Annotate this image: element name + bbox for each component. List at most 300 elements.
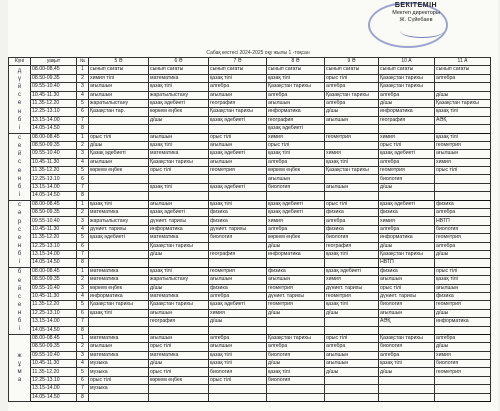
subject-cell bbox=[325, 376, 379, 384]
day-label bbox=[9, 66, 31, 133]
subject-cell bbox=[325, 318, 379, 326]
subject-cell: геометрия bbox=[435, 234, 491, 242]
schedule-title: Сабақ кестесі 2024-2025 оқу жылы 1 -тоқсан bbox=[206, 50, 310, 56]
subject-cell: жаратылыстану bbox=[89, 99, 149, 107]
lesson-number-cell: 5 bbox=[77, 368, 89, 376]
subject-cell: физика bbox=[379, 209, 435, 217]
subject-cell: қазақ тілі bbox=[267, 368, 325, 376]
subject-cell: қазақ тілі bbox=[435, 276, 491, 284]
subject-cell: д/шы bbox=[435, 309, 491, 317]
subject-cell bbox=[89, 116, 149, 124]
subject-cell bbox=[209, 242, 267, 250]
day-letter: ә bbox=[17, 210, 22, 217]
lesson-number-cell: 2 bbox=[77, 209, 89, 217]
subject-cell: ағылшын bbox=[325, 360, 379, 368]
subject-cell: физика bbox=[435, 292, 491, 300]
subject-cell bbox=[325, 259, 379, 267]
time-cell: 13.15-14.00 bbox=[31, 318, 77, 326]
day-letter: ұ bbox=[18, 360, 21, 367]
subject-cell: д/шы bbox=[379, 368, 435, 376]
subject-cell: физика bbox=[379, 267, 435, 275]
subject-cell: алгебра bbox=[325, 83, 379, 91]
day-letter: й bbox=[17, 151, 22, 158]
day-letter: н bbox=[17, 309, 22, 316]
subject-cell: д/шы bbox=[325, 368, 379, 376]
table-row bbox=[9, 276, 491, 284]
day-letter: н bbox=[17, 242, 22, 249]
table-row bbox=[9, 225, 491, 233]
lesson-number-cell: 8 bbox=[77, 259, 89, 267]
subject-cell bbox=[267, 326, 325, 334]
subject-cell: жаратылыстану bbox=[149, 91, 209, 99]
subject-cell bbox=[89, 125, 149, 133]
lesson-number-cell: 2 bbox=[77, 343, 89, 351]
time-cell: 08.00-08.45 bbox=[31, 200, 77, 208]
subject-cell: қазақ тілі bbox=[435, 133, 491, 141]
subject-cell: сынып сағаты bbox=[89, 66, 149, 74]
lesson-number-cell: 1 bbox=[77, 267, 89, 275]
subject-cell bbox=[379, 393, 435, 401]
subject-cell bbox=[435, 183, 491, 191]
subject-cell: қазақ әдебиеті bbox=[209, 116, 267, 124]
subject-cell: геометрия bbox=[267, 284, 325, 292]
subject-cell bbox=[325, 141, 379, 149]
subject-cell: д/шы bbox=[435, 91, 491, 99]
subject-cell: қазақ тілі bbox=[149, 267, 209, 275]
subject-cell bbox=[149, 175, 209, 183]
table-row bbox=[9, 326, 491, 334]
subject-cell: математика bbox=[89, 351, 149, 359]
subject-cell: физика bbox=[435, 200, 491, 208]
subject-cell: Қазақстан тар. bbox=[89, 108, 149, 116]
subject-cell: алгебра bbox=[435, 209, 491, 217]
subject-cell: биология bbox=[209, 368, 267, 376]
subject-cell: ағылшын bbox=[149, 309, 209, 317]
subject-cell: ағылшын bbox=[209, 91, 267, 99]
day-letter: е bbox=[17, 100, 22, 107]
subject-cell: ағылшын bbox=[325, 351, 379, 359]
subject-cell: д/шы bbox=[379, 242, 435, 250]
time-cell: 14.05-14.50 bbox=[31, 326, 77, 334]
subject-cell: география bbox=[209, 99, 267, 107]
subject-cell: математика bbox=[149, 351, 209, 359]
subject-cell: геометрия bbox=[209, 167, 267, 175]
subject-cell: ағылшын bbox=[89, 83, 149, 91]
subject-cell bbox=[435, 376, 491, 384]
table-row bbox=[9, 83, 491, 91]
subject-cell: д/шы bbox=[267, 309, 325, 317]
header-class-7a: 7 Ә bbox=[209, 58, 267, 66]
subject-cell: информатика bbox=[267, 250, 325, 258]
subject-cell bbox=[435, 385, 491, 393]
subject-cell: алгебра bbox=[209, 334, 267, 342]
subject-cell: химия bbox=[209, 309, 267, 317]
subject-cell: орыс тілі bbox=[209, 376, 267, 384]
subject-cell: қазақ тілі bbox=[209, 74, 267, 82]
subject-cell: физика bbox=[325, 209, 379, 217]
table-row bbox=[9, 334, 491, 342]
subject-cell bbox=[379, 192, 435, 200]
approval-block bbox=[360, 2, 472, 24]
subject-cell: қазақ әдебиеті bbox=[267, 125, 325, 133]
lesson-number-cell: 7 bbox=[77, 116, 89, 124]
table-row bbox=[9, 200, 491, 208]
table-row bbox=[9, 167, 491, 175]
lesson-number-cell: 8 bbox=[77, 326, 89, 334]
subject-cell: дүниет. тарихы bbox=[325, 284, 379, 292]
time-cell: 13.15-14.00 bbox=[31, 183, 77, 191]
table-row bbox=[9, 292, 491, 300]
subject-cell bbox=[89, 250, 149, 258]
subject-cell: информатика bbox=[89, 292, 149, 300]
subject-cell: қазақ тілі bbox=[149, 141, 209, 149]
subject-cell: қазақ әдебиеті bbox=[209, 301, 267, 309]
subject-cell: химия bbox=[379, 133, 435, 141]
subject-cell: қазақ әдебиеті bbox=[379, 200, 435, 208]
table-row bbox=[9, 66, 491, 74]
subject-cell bbox=[267, 393, 325, 401]
lesson-number-cell: 6 bbox=[77, 175, 89, 183]
subject-cell bbox=[267, 259, 325, 267]
day-letter: б bbox=[17, 269, 22, 276]
lesson-number-cell: 6 bbox=[77, 108, 89, 116]
subject-cell: орыс тілі bbox=[89, 376, 149, 384]
header-class-9a: 9 Ә bbox=[325, 58, 379, 66]
day-letter: й bbox=[17, 285, 22, 292]
lesson-number-cell: 7 bbox=[77, 183, 89, 191]
subject-cell: музыка bbox=[89, 368, 149, 376]
subject-cell: д/шы bbox=[149, 360, 209, 368]
subject-cell: алгебра bbox=[435, 242, 491, 250]
subject-cell: информатика bbox=[149, 225, 209, 233]
table-row bbox=[9, 217, 491, 225]
subject-cell: Қазақстан тарихы bbox=[267, 83, 325, 91]
table-row bbox=[9, 351, 491, 359]
subject-cell: биология bbox=[379, 301, 435, 309]
subject-cell: Қазақстан тарихы bbox=[209, 108, 267, 116]
table-row bbox=[9, 116, 491, 124]
subject-cell: д/шы bbox=[149, 250, 209, 258]
time-cell: 08.50-09.35 bbox=[31, 141, 77, 149]
subject-cell bbox=[89, 192, 149, 200]
time-cell: 14.05-14.50 bbox=[31, 125, 77, 133]
time-cell: 10.45-11.30 bbox=[31, 225, 77, 233]
subject-cell: геометрия bbox=[267, 301, 325, 309]
table-row bbox=[9, 385, 491, 393]
subject-cell: орыс тілі bbox=[435, 167, 491, 175]
table-row bbox=[9, 309, 491, 317]
subject-cell: қазақ тілі bbox=[435, 108, 491, 116]
lesson-number-cell: 6 bbox=[77, 242, 89, 250]
subject-cell: математика bbox=[149, 292, 209, 300]
time-cell: 12.25-13.10 bbox=[31, 175, 77, 183]
time-cell: 12.25-13.10 bbox=[31, 309, 77, 317]
day-letter: і bbox=[18, 124, 21, 131]
subject-cell: ағылшын bbox=[267, 175, 325, 183]
table-row bbox=[9, 91, 491, 99]
day-letter: й bbox=[17, 84, 22, 91]
subject-cell: ағылшын bbox=[209, 276, 267, 284]
day-letter: с bbox=[18, 159, 21, 166]
lesson-number-cell: 4 bbox=[77, 292, 89, 300]
time-cell: 08.50-09.35 bbox=[31, 209, 77, 217]
subject-cell: қазақ әдебиеті bbox=[149, 209, 209, 217]
subject-cell bbox=[325, 385, 379, 393]
lesson-number-cell: 5 bbox=[77, 301, 89, 309]
lesson-number-cell: 5 bbox=[77, 99, 89, 107]
subject-cell: биология bbox=[209, 234, 267, 242]
subject-cell: ағылшын bbox=[209, 141, 267, 149]
subject-cell bbox=[149, 192, 209, 200]
subject-cell: алгебра bbox=[325, 343, 379, 351]
subject-cell: ағылшын bbox=[89, 343, 149, 351]
table-header-row bbox=[9, 58, 491, 66]
subject-cell: ағылшын bbox=[267, 99, 325, 107]
subject-cell: математика bbox=[89, 334, 149, 342]
subject-cell bbox=[89, 183, 149, 191]
time-cell: 11.35-12.20 bbox=[31, 234, 77, 242]
subject-cell: геометрия bbox=[435, 301, 491, 309]
subject-cell: алгебра bbox=[267, 91, 325, 99]
table-row bbox=[9, 259, 491, 267]
subject-cell: Қазақ әдебиеті bbox=[89, 150, 149, 158]
day-label bbox=[9, 267, 31, 334]
subject-cell bbox=[149, 125, 209, 133]
lesson-number-cell: 2 bbox=[77, 141, 89, 149]
subject-cell: биология bbox=[435, 360, 491, 368]
subject-cell: биология bbox=[379, 343, 435, 351]
subject-cell bbox=[209, 192, 267, 200]
subject-cell: ағылшын bbox=[89, 158, 149, 166]
subject-cell: орыс тілі bbox=[325, 334, 379, 342]
table-row bbox=[9, 125, 491, 133]
day-letter: с bbox=[18, 226, 21, 233]
day-letter: ү bbox=[18, 76, 21, 83]
subject-cell: дүниет. тарихы bbox=[379, 292, 435, 300]
subject-cell: физика bbox=[325, 225, 379, 233]
time-cell: 09.55-10.40 bbox=[31, 217, 77, 225]
subject-cell: Қазақстан тарихы bbox=[89, 301, 149, 309]
subject-cell: қазақ тілі bbox=[89, 309, 149, 317]
time-cell: 14.05-14.50 bbox=[31, 192, 77, 200]
subject-cell: ағылшын bbox=[325, 116, 379, 124]
subject-cell: қазақ тілі bbox=[379, 360, 435, 368]
subject-cell: қазақ тілі bbox=[149, 83, 209, 91]
subject-cell bbox=[209, 175, 267, 183]
time-cell: 08.00-08.45 bbox=[31, 66, 77, 74]
subject-cell: көркем еңбек bbox=[149, 108, 209, 116]
subject-cell: музыка bbox=[89, 385, 149, 393]
subject-cell: химия bbox=[267, 217, 325, 225]
subject-cell: Қазақстан тарихы bbox=[325, 91, 379, 99]
time-cell: 13.15-14.00 bbox=[31, 250, 77, 258]
subject-cell: д/шы bbox=[379, 183, 435, 191]
subject-cell: биология bbox=[379, 175, 435, 183]
subject-cell bbox=[435, 326, 491, 334]
time-cell: 09.55-10.40 bbox=[31, 83, 77, 91]
subject-cell: химия bbox=[267, 133, 325, 141]
subject-cell bbox=[149, 259, 209, 267]
lesson-number-cell: 1 bbox=[77, 66, 89, 74]
subject-cell: биология bbox=[435, 225, 491, 233]
subject-cell: алгебра bbox=[325, 99, 379, 107]
subject-cell: д/шы bbox=[89, 141, 149, 149]
lesson-number-cell: 7 bbox=[77, 318, 89, 326]
subject-cell: биология bbox=[267, 351, 325, 359]
subject-cell bbox=[149, 393, 209, 401]
subject-cell bbox=[89, 175, 149, 183]
subject-cell: қазақ әдебиеті bbox=[89, 234, 149, 242]
day-letter: с bbox=[18, 202, 21, 209]
time-cell: 08.50-09.35 bbox=[31, 343, 77, 351]
subject-cell: физика bbox=[209, 284, 267, 292]
director-signature bbox=[400, 24, 444, 38]
subject-cell: география bbox=[149, 318, 209, 326]
subject-cell: қазақ тілі bbox=[267, 150, 325, 158]
subject-cell: алгебра bbox=[435, 74, 491, 82]
subject-cell: дүниет. тарихы bbox=[149, 217, 209, 225]
lesson-number-cell: 2 bbox=[77, 276, 89, 284]
lesson-number-cell: 3 bbox=[77, 284, 89, 292]
subject-cell: биология bbox=[267, 376, 325, 384]
subject-cell: геометрия bbox=[435, 141, 491, 149]
subject-cell: география bbox=[325, 242, 379, 250]
table-row bbox=[9, 301, 491, 309]
timetable bbox=[8, 57, 491, 402]
subject-cell: қазақ әдебиеті bbox=[149, 99, 209, 107]
subject-cell: қазақ тілі bbox=[267, 74, 325, 82]
time-cell: 09.55-10.40 bbox=[31, 284, 77, 292]
subject-cell: жаратылыстану bbox=[149, 276, 209, 284]
lesson-number-cell: 1 bbox=[77, 200, 89, 208]
subject-cell bbox=[435, 393, 491, 401]
subject-cell bbox=[267, 385, 325, 393]
subject-cell: көркем еңбек bbox=[267, 234, 325, 242]
day-letter: с bbox=[18, 135, 21, 142]
subject-cell: алгебра bbox=[435, 334, 491, 342]
table-row bbox=[9, 158, 491, 166]
subject-cell: сынып сағаты bbox=[209, 66, 267, 74]
subject-cell bbox=[325, 175, 379, 183]
subject-cell: информатика bbox=[267, 108, 325, 116]
subject-cell bbox=[435, 192, 491, 200]
approve-name: Ж. Сүйебаев bbox=[399, 16, 433, 23]
subject-cell: Қазақстан тарихы bbox=[149, 242, 209, 250]
table-row bbox=[9, 360, 491, 368]
subject-cell: орыс тілі bbox=[379, 284, 435, 292]
day-letter: б bbox=[17, 116, 22, 123]
subject-cell bbox=[325, 125, 379, 133]
time-cell: 09.55-10.40 bbox=[31, 150, 77, 158]
day-label bbox=[9, 200, 31, 267]
subject-cell: орыс тілі bbox=[267, 141, 325, 149]
subject-cell: алгебра bbox=[267, 343, 325, 351]
table-row bbox=[9, 250, 491, 258]
subject-cell: қазақ әдебиеті bbox=[267, 209, 325, 217]
subject-cell: қазақ әдебиеті bbox=[209, 150, 267, 158]
subject-cell: Қазақстан тарихы bbox=[435, 99, 491, 107]
header-time: уақыт bbox=[31, 58, 77, 66]
subject-cell: физика bbox=[209, 217, 267, 225]
lesson-number-cell: 5 bbox=[77, 167, 89, 175]
lesson-number-cell: 8 bbox=[77, 125, 89, 133]
subject-cell: математика bbox=[149, 234, 209, 242]
subject-cell: дүниет. тарихы bbox=[267, 292, 325, 300]
time-cell: 08.50-09.35 bbox=[31, 74, 77, 82]
subject-cell: АӘҚ bbox=[435, 116, 491, 124]
time-cell: 10.45-11.30 bbox=[31, 91, 77, 99]
subject-cell bbox=[209, 125, 267, 133]
subject-cell: алгебра bbox=[325, 217, 379, 225]
approve-role: Мектеп директоры bbox=[392, 10, 440, 17]
subject-cell: сынып сағаты bbox=[379, 66, 435, 74]
subject-cell: ағылшын bbox=[209, 343, 267, 351]
time-cell: 08.00-08.45 bbox=[31, 133, 77, 141]
table-row bbox=[9, 74, 491, 82]
subject-cell: Қазақстан тарихы bbox=[379, 334, 435, 342]
subject-cell: математика bbox=[149, 74, 209, 82]
table-row bbox=[9, 150, 491, 158]
header-class-8a: 8 Ә bbox=[267, 58, 325, 66]
subject-cell: ағылшын bbox=[149, 334, 209, 342]
table-row bbox=[9, 192, 491, 200]
subject-cell: алгебра bbox=[379, 351, 435, 359]
day-letter: с bbox=[18, 293, 21, 300]
header-number: № bbox=[77, 58, 89, 66]
day-letter: е bbox=[17, 143, 22, 150]
subject-cell: алгебра bbox=[209, 292, 267, 300]
subject-cell: д/шы bbox=[149, 116, 209, 124]
lesson-number-cell: 4 bbox=[77, 360, 89, 368]
lesson-number-cell: 4 bbox=[77, 225, 89, 233]
lesson-number-cell: 3 bbox=[77, 351, 89, 359]
subject-cell: қазақ тілі bbox=[209, 351, 267, 359]
subject-cell: қазақ тілі bbox=[325, 250, 379, 258]
subject-cell: информатика bbox=[379, 108, 435, 116]
subject-cell: ағылшын bbox=[435, 284, 491, 292]
table-row bbox=[9, 209, 491, 217]
lesson-number-cell: 3 bbox=[77, 150, 89, 158]
header-class-11a: 11 А bbox=[435, 58, 491, 66]
subject-cell: қазақ әдебиеті bbox=[379, 150, 435, 158]
day-letter: м bbox=[17, 368, 22, 375]
lesson-number-cell: 4 bbox=[77, 158, 89, 166]
subject-cell: химия тілі bbox=[89, 74, 149, 82]
lesson-number-cell: 8 bbox=[77, 393, 89, 401]
time-cell: 08.50-09.35 bbox=[31, 276, 77, 284]
table-row bbox=[9, 376, 491, 384]
subject-cell: көркем еңбек bbox=[89, 284, 149, 292]
subject-cell: ағылшын bbox=[149, 133, 209, 141]
lesson-number-cell: 7 bbox=[77, 250, 89, 258]
subject-cell: биология bbox=[325, 234, 379, 242]
lesson-number-cell: 4 bbox=[77, 91, 89, 99]
subject-cell bbox=[435, 125, 491, 133]
subject-cell: орыс тілі bbox=[89, 133, 149, 141]
lesson-number-cell: 1 bbox=[77, 334, 89, 342]
time-cell: 12.25-13.10 bbox=[31, 242, 77, 250]
subject-cell: д/шы bbox=[149, 284, 209, 292]
subject-cell bbox=[435, 259, 491, 267]
table-row bbox=[9, 183, 491, 191]
lesson-number-cell: 1 bbox=[77, 133, 89, 141]
time-cell: 10.45-11.30 bbox=[31, 360, 77, 368]
day-letter: е bbox=[17, 234, 22, 241]
subject-cell: геометрия bbox=[325, 292, 379, 300]
subject-cell bbox=[325, 326, 379, 334]
subject-cell: қазақ тілі bbox=[149, 183, 209, 191]
subject-cell: алгебра bbox=[209, 83, 267, 91]
